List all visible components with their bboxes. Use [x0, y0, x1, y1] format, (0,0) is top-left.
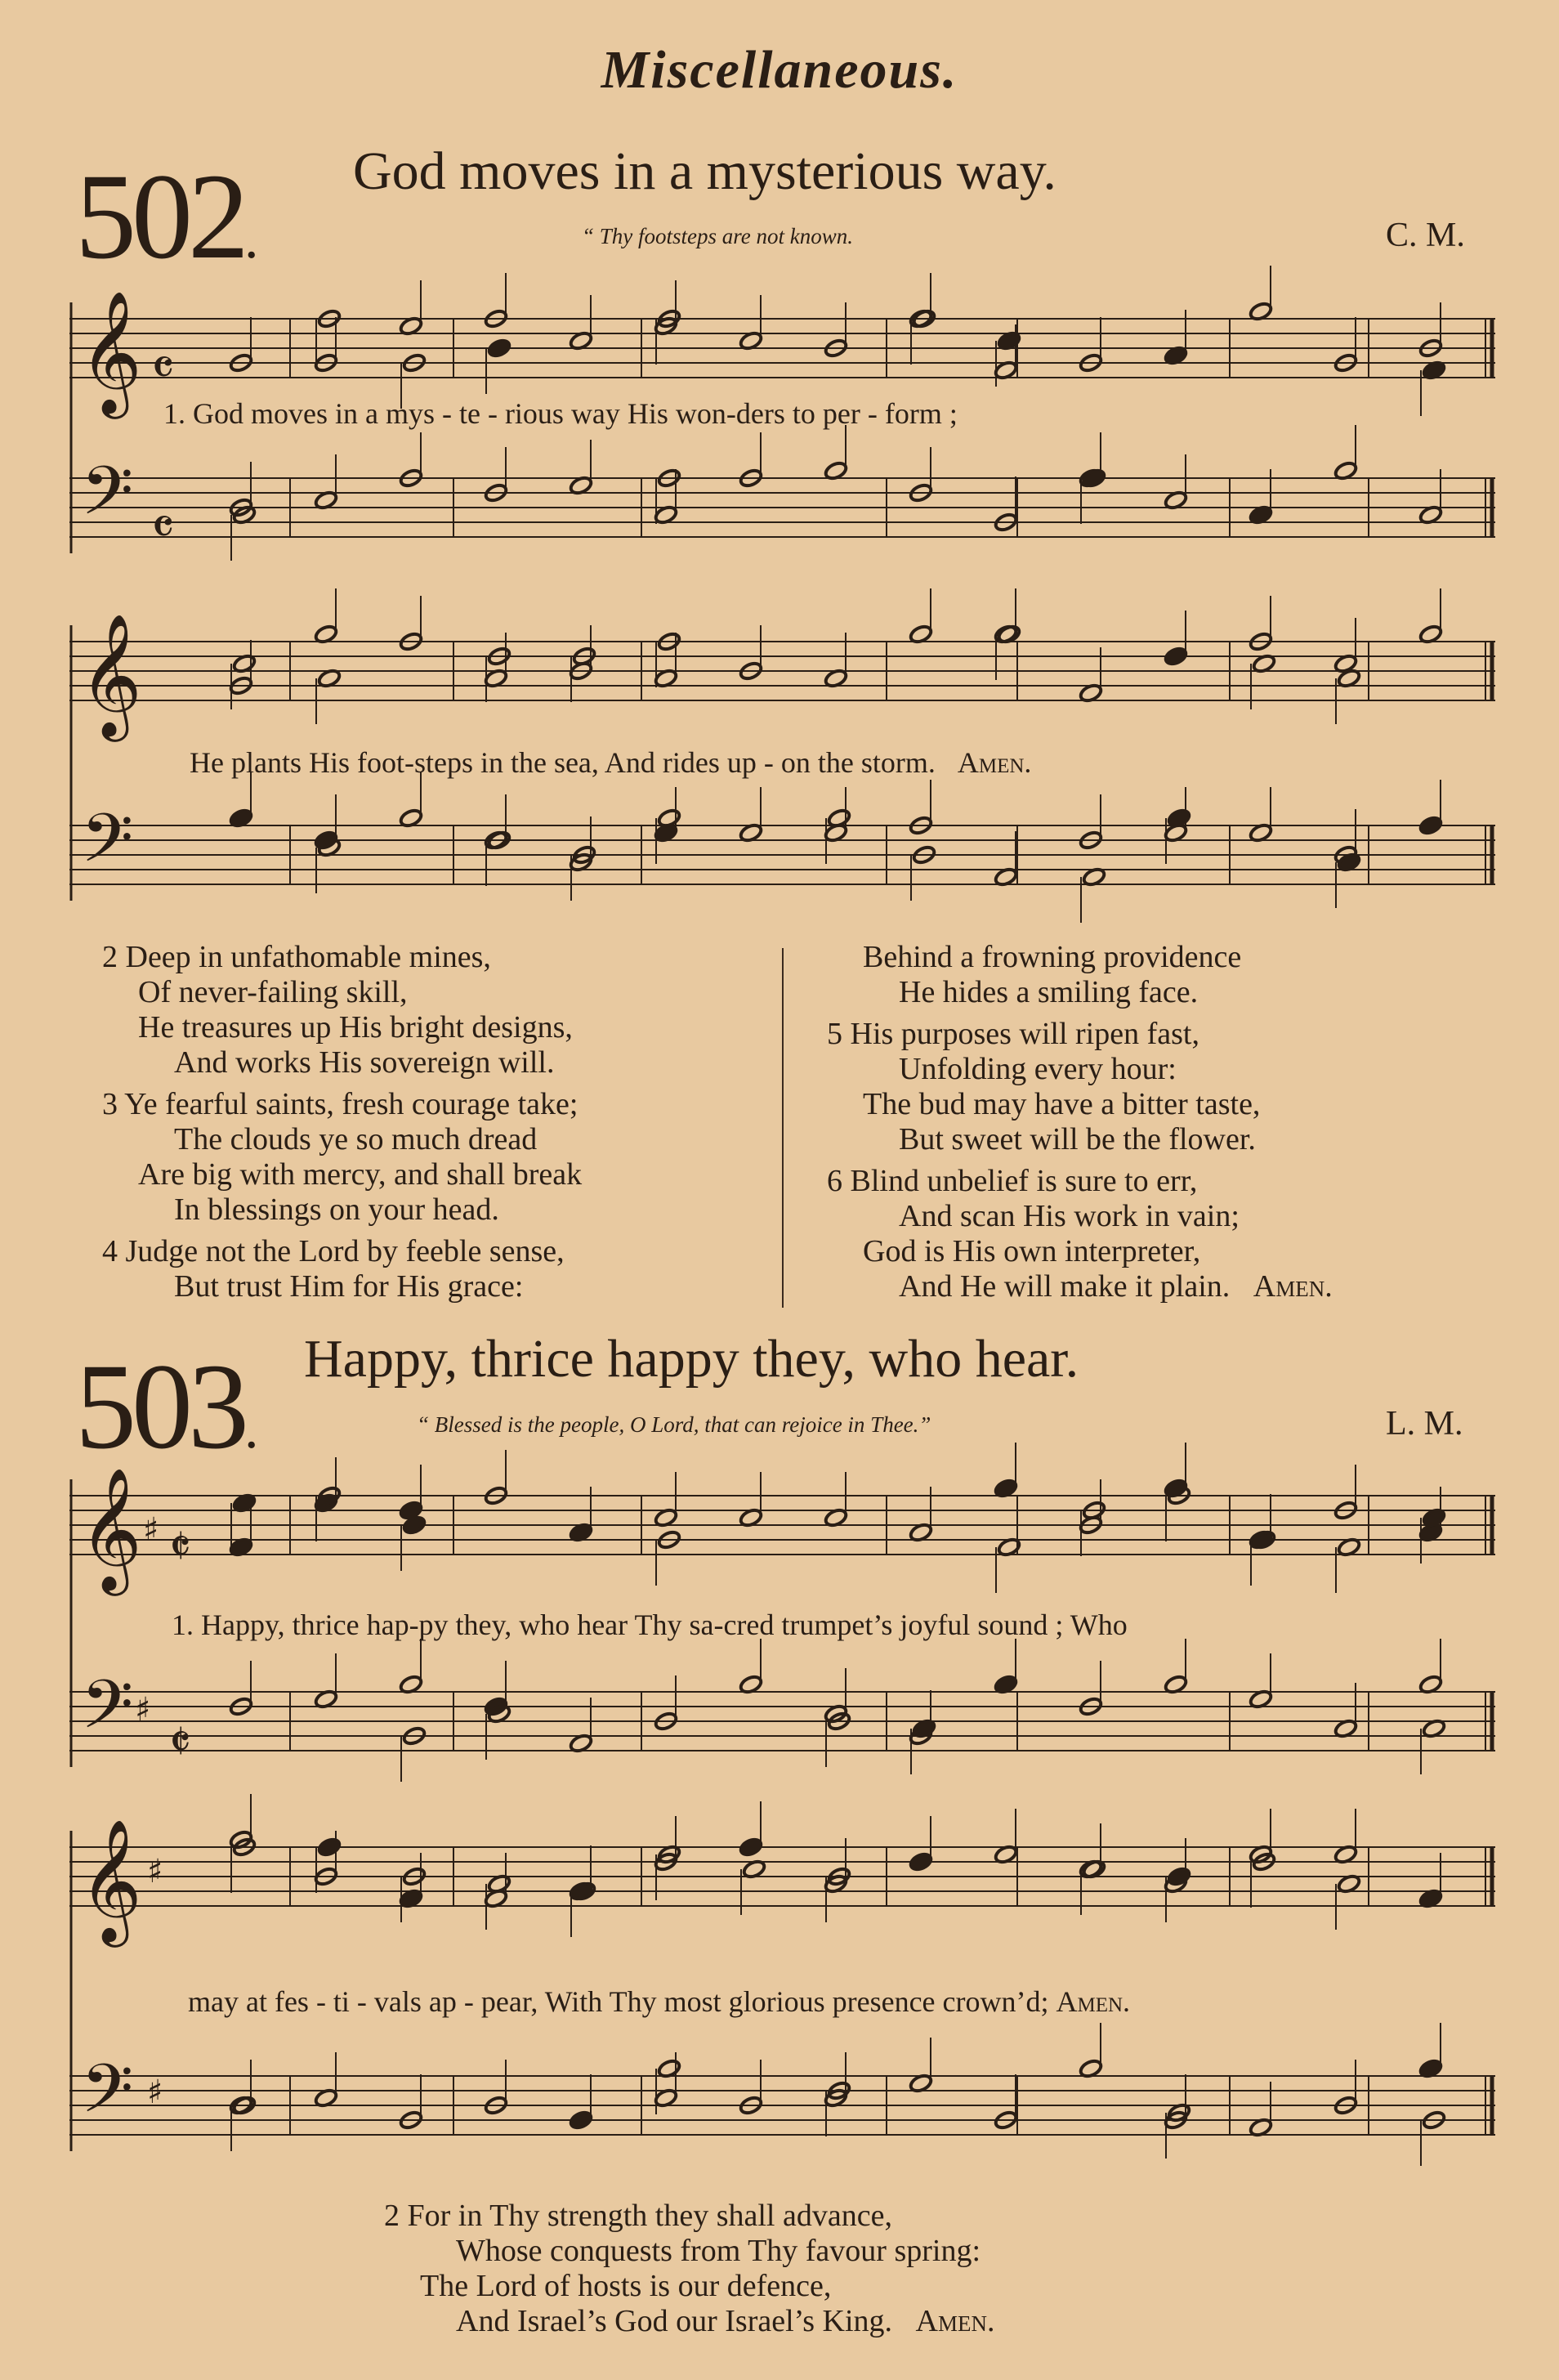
bass-staff	[69, 825, 1495, 884]
verse-line: The Lord of hosts is our defence,	[420, 2269, 832, 2303]
verse-line: 4 Judge not the Lord by feeble sense,	[102, 1234, 565, 1268]
verse-line: 2 Deep in unfathomable mines,	[102, 940, 491, 974]
treble-staff	[69, 1847, 1495, 1906]
verse-line: The clouds ye so much dread	[174, 1122, 538, 1156]
verse-column-divider	[782, 948, 784, 1308]
verse-line: God is His own interpreter,	[863, 1234, 1201, 1268]
sharp-icon: ♯	[147, 2074, 163, 2111]
treble-staff	[69, 319, 1495, 378]
sharp-icon: ♯	[135, 1691, 151, 1729]
hymn-502-lyrics-line-1: 1. God moves in a mys - te - rious way His won-ders to per - form ;	[163, 397, 958, 430]
bass-staff	[69, 1692, 1495, 1751]
hymn-502-title: God moves in a mysterious way.	[353, 141, 1056, 201]
bass-clef-icon: 𝄢	[81, 2049, 134, 2145]
verse-line: Behind a frowning providence	[863, 940, 1242, 974]
treble-staff	[69, 642, 1495, 700]
verse-line: But sweet will be the flower.	[899, 1122, 1256, 1156]
hymn-503-lyrics-line-1: 1. Happy, thrice hap-py they, who hear Thy sa-cred trumpet’s joyful sound ; Who	[172, 1608, 1128, 1641]
verse-line: 6 Blind unbelief is sure to err,	[827, 1164, 1198, 1198]
verse-line: Are big with mercy, and shall break	[138, 1157, 583, 1192]
time-signature-icon: 𝄵	[169, 1519, 191, 1576]
verse-line: He treasures up His bright designs,	[138, 1010, 573, 1045]
bass-clef-icon: 𝄢	[81, 799, 134, 894]
treble-clef-icon: 𝄞	[79, 289, 142, 414]
hymn-503-meter: L. M.	[1386, 1405, 1463, 1443]
verse-line: And works His sovereign will.	[174, 1045, 555, 1080]
hymn-503-verses	[384, 2199, 994, 2339]
time-signature-icon: 𝄵	[169, 1714, 191, 1771]
bass-staff	[69, 2076, 1495, 2135]
bass-clef-icon: 𝄢	[81, 451, 134, 547]
sharp-icon: ♯	[147, 1853, 163, 1890]
verse-line: Unfolding every hour:	[899, 1052, 1177, 1086]
hymn-502-number: 502.	[75, 149, 259, 284]
bass-staff	[69, 478, 1495, 537]
hymn-503-title: Happy, thrice happy they, who hear.	[304, 1329, 1079, 1389]
treble-clef-icon: 𝄞	[79, 612, 142, 736]
verse-line: 3 Ye fearful saints, fresh courage take;	[102, 1087, 578, 1121]
verse-line: In blessings on your head.	[174, 1192, 499, 1227]
hymn-503-lyrics-line-2: may at fes - ti - vals ap - pear, With Thy most glorious presence crown’d; Amen.	[188, 1985, 1131, 2018]
hymn-502-scripture: “ Thy footsteps are not known.	[582, 224, 854, 248]
treble-staff	[69, 1496, 1495, 1555]
verse-line: And scan His work in vain;	[899, 1199, 1240, 1233]
verse-line: And Israel’s God our Israel’s King. Amen.	[456, 2304, 995, 2338]
hymn-503-scripture: “ Blessed is the people, O Lord, that can rejoice in Thee.”	[417, 1412, 931, 1437]
verse-line: The bud may have a bitter taste,	[863, 1087, 1261, 1121]
hymn-503-number: 503.	[75, 1339, 259, 1474]
treble-clef-icon: 𝄞	[79, 1466, 142, 1590]
bass-clef-icon: 𝄢	[81, 1665, 134, 1760]
time-signature-icon: 𝄴	[151, 338, 175, 399]
sharp-icon: ♯	[143, 1511, 159, 1549]
verse-line: And He will make it plain. Amen.	[899, 1269, 1333, 1304]
hymn-502-verses-right	[827, 940, 1333, 1304]
verse-line: 5 His purposes will ripen fast,	[827, 1017, 1199, 1051]
verse-line: Whose conquests from Thy favour spring:	[456, 2234, 981, 2268]
verse-line: 2 For in Thy strength they shall advance,	[384, 2199, 892, 2233]
verse-line: But trust Him for His grace:	[174, 1269, 524, 1304]
hymn-502-verses-left	[102, 940, 582, 1304]
time-signature-icon: 𝄴	[151, 498, 175, 558]
hymn-502-lyrics-line-2: He plants His foot-steps in the sea, And rides up - on the storm. Amen.	[190, 746, 1032, 779]
verse-line: Of never-failing skill,	[138, 975, 408, 1009]
treble-clef-icon: 𝄞	[79, 1818, 142, 1942]
hymn-502-meter: C. M.	[1386, 217, 1465, 254]
verse-line: He hides a smiling face.	[899, 975, 1199, 1009]
section-title: Miscellaneous.	[601, 40, 958, 100]
